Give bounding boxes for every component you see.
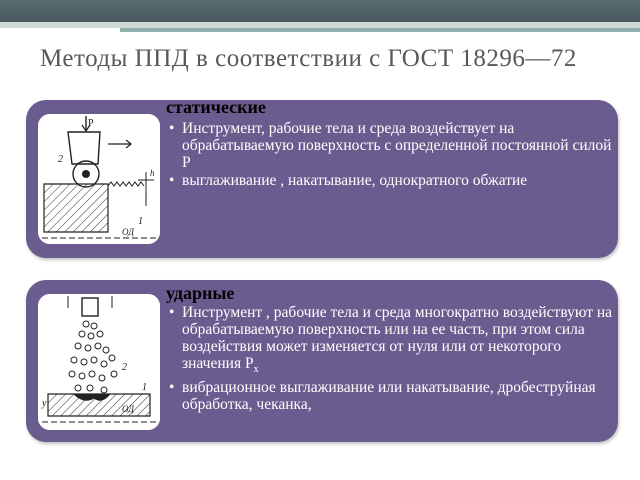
bullet-text: Инструмент, рабочие тела и среда воздействует на обрабатываемую поверхность с определенной постоянной силой Р — [182, 120, 612, 171]
bullet-icon: • — [169, 304, 175, 321]
workpiece-label: 1 — [138, 216, 143, 227]
bullet-text: Инструмент , рабочие тела и среда многократно воздействуют на обрабатываемую поверхность или на ее часть, при этом сила воздействия может изменяется от нуля или от некоторого значения Р — [182, 304, 613, 372]
bullet-icon: • — [169, 379, 175, 397]
bullet-icon: • — [169, 120, 175, 137]
bullet-text: вибрационное выглаживание или накатывание, дробеструйная обработка, чеканка, — [182, 379, 596, 414]
impact-method-diagram — [38, 294, 160, 430]
height-label: h — [150, 168, 155, 178]
bullet-text: выглаживание , накатывание, однократного обжатие — [182, 172, 528, 189]
shot-peening-diagram-svg — [38, 294, 160, 430]
static-methods-list — [166, 120, 616, 190]
shot-label: 2 — [122, 362, 127, 373]
burnishing-diagram-svg — [38, 114, 160, 244]
list-item — [166, 120, 616, 171]
impact-methods-list — [166, 304, 616, 414]
force-label: Р — [88, 118, 94, 129]
list-item — [166, 172, 616, 189]
bullet-icon: • — [169, 172, 175, 189]
static-method-diagram — [38, 114, 160, 244]
tool-label: 2 — [58, 154, 63, 165]
impact-methods-heading: ударные — [166, 283, 235, 303]
static-methods-card — [26, 97, 618, 258]
list-item — [166, 304, 616, 378]
title-accent-stripe — [120, 28, 640, 32]
force-subscript: x — [253, 364, 259, 376]
title-bar-decoration — [0, 0, 640, 22]
workpiece-label: 1 — [142, 382, 147, 393]
y-label: y — [42, 398, 47, 409]
slide-title: Методы ППД в соответствии с ГОСТ 18296—72 — [40, 45, 577, 72]
axis-label: ОД — [122, 227, 135, 237]
list-item — [166, 379, 616, 413]
axis-label: ОД — [122, 404, 135, 414]
static-methods-heading: статические — [166, 97, 266, 117]
impact-methods-card — [26, 280, 618, 442]
